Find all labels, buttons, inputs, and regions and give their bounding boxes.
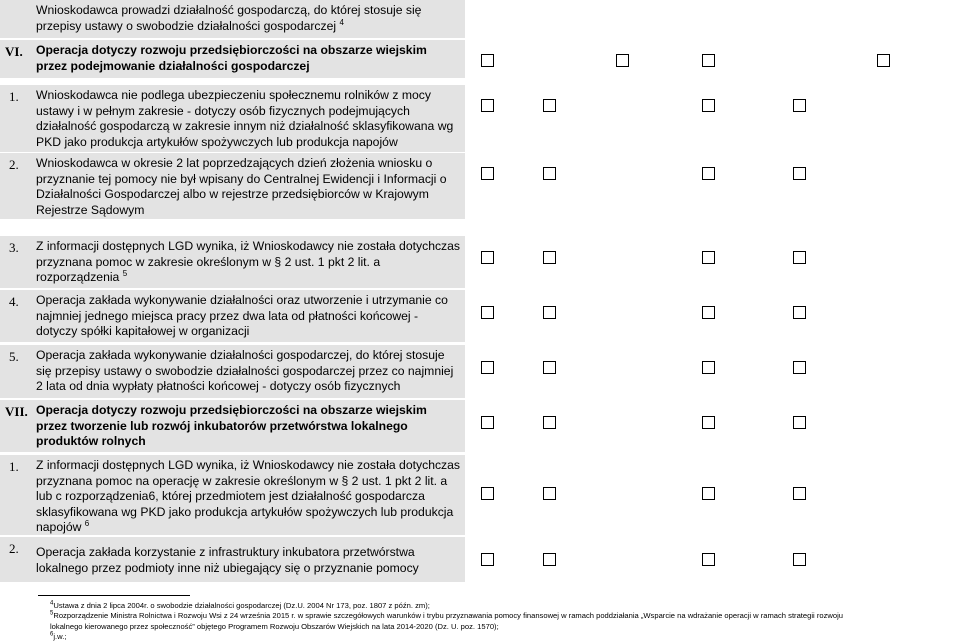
checkbox-uwagi[interactable] [793, 416, 806, 429]
row-number: VII. [0, 400, 30, 452]
checkbox-uwagi[interactable] [793, 306, 806, 319]
checkbox-tak[interactable] [481, 416, 494, 429]
row-description: Z informacji dostępnych LGD wynika, iż Wnioskodawcy nie została dotychczas przyznana pomoc w zakresie określonym w § 2 ust. 1 pkt 2 lit. a rozporządzenia $^5$ [30, 236, 465, 288]
checkbox-nie[interactable] [543, 99, 556, 112]
checkbox-nie[interactable] [616, 54, 629, 67]
checkbox-tak[interactable] [481, 99, 494, 112]
section-title: Operacja dotyczy rozwoju przedsiębiorczości na obszarze wiejskim przez podejmowanie działalności gospodarczej [30, 40, 465, 78]
row-number: 1. [0, 85, 30, 152]
row-description: Wnioskodawca nie podlega ubezpieczeniu społecznemu rolników z mocy ustawy i w pełnym zakresie - dotyczy osób fizycznych podejmujących działalność gospodarczą w zakresie innym niż działalność sklasyfikowana wg PKD jako produkcja artykułów spożywczych lub produkcja napojów [30, 85, 465, 152]
row-number: 4. [0, 290, 30, 342]
checkbox-uwagi[interactable] [793, 99, 806, 112]
checkbox-nd[interactable] [702, 487, 715, 500]
table-row [0, 85, 960, 152]
table-row [0, 400, 960, 452]
row-number [0, 0, 30, 38]
row-number: 2. [0, 153, 30, 219]
checkbox-tak[interactable] [481, 487, 494, 500]
table-row [0, 455, 960, 535]
checkbox-nd[interactable] [702, 251, 715, 264]
table-row [0, 290, 960, 342]
checkbox-nd[interactable] [702, 553, 715, 566]
checkbox-nd[interactable] [702, 306, 715, 319]
checkbox-nie[interactable] [543, 167, 556, 180]
checkbox-uwagi[interactable] [793, 251, 806, 264]
row-description: Operacja zakłada korzystanie z infrastruktury inkubatora przetwórstwa lokalnego przez podmioty inne niż ubiegający się o przyznanie pomocy [30, 537, 465, 582]
row-description: Wnioskodawca w okresie 2 lat poprzedzających dzień złożenia wniosku o przyznanie tej pomocy nie był wpisany do Centralnej Ewidencji i Informacji o Działalności Gospodarczej albo w rejestrze przedsiębiorców w Krajowym Rejestrze Sądowym [30, 153, 465, 219]
footnote: $^4$Ustawa z dnia 2 lipca 2004r. o swobodzie działalności gospodarczej (Dz.U. 2004 Nr 173, poz. 1807 z późn. zm); [50, 600, 430, 610]
table-row [0, 236, 960, 288]
footnote: lokalnego kierowanego przez społeczność” objętego Programem Rozwoju Obszarów Wiejskich na lata 2014-2020 (Dz. U. poz. 1570); [50, 622, 499, 631]
checkbox-nie[interactable] [543, 251, 556, 264]
checkbox-nd[interactable] [702, 361, 715, 374]
checkbox-nd[interactable] [702, 167, 715, 180]
checkbox-tak[interactable] [481, 306, 494, 319]
checkbox-nie[interactable] [543, 416, 556, 429]
row-number: 1. [0, 455, 30, 535]
table-row [0, 537, 960, 582]
row-description: Z informacji dostępnych LGD wynika, iż Wnioskodawcy nie została dotychczas przyznana pomoc na operację w zakresie określonym w § 2 ust. 1 pkt 2 lit. a lub c rozporządzenia6, której przedmiotem jest działalność gospodarcza sklasyfikowana wg PKD jako produkcja artykułów spożywczych lub produkcja napojów $^6$ [30, 455, 465, 535]
row-description: Operacja zakłada wykonywanie działalności gospodarczej, do której stosuje się przepisy ustawy o swobodzie działalności gospodarczej przez co najmniej 2 lata od dnia wypłaty płatności końcowej - dotyczy osób fizycznych [30, 345, 465, 398]
footnote: $^6$j.w.; [50, 631, 67, 641]
section-title: Operacja dotyczy rozwoju przedsiębiorczości na obszarze wiejskim przez tworzenie lub rozwój inkubatorów przetwórstwa lokalnego produktów rolnych [30, 400, 465, 452]
row-description: Wnioskodawca prowadzi działalność gospodarczą, do której stosuje się przepisy ustawy o swobodzie działalności gospodarczej $^4$ [30, 0, 465, 38]
checkbox-tak[interactable] [481, 361, 494, 374]
row-description: Operacja zakłada wykonywanie działalności oraz utworzenie i utrzymanie co najmniej jednego miejsca pracy przez dwa lata od płatności końcowej - dotyczy spółki kapitałowej w organizacji [30, 290, 465, 342]
checkbox-uwagi[interactable] [793, 553, 806, 566]
table-row [0, 40, 960, 78]
checkbox-tak[interactable] [481, 167, 494, 180]
checkbox-nd[interactable] [702, 416, 715, 429]
checkbox-nie[interactable] [543, 487, 556, 500]
table-row [0, 0, 960, 38]
table-row [0, 345, 960, 398]
row-number: 5. [0, 345, 30, 398]
table-row [0, 153, 960, 219]
row-number: 3. [0, 236, 30, 288]
checkbox-nd[interactable] [702, 54, 715, 67]
checkbox-uwagi[interactable] [793, 167, 806, 180]
checkbox-nd[interactable] [702, 99, 715, 112]
checkbox-nie[interactable] [543, 361, 556, 374]
checkbox-uwagi[interactable] [793, 361, 806, 374]
row-number: VI. [0, 40, 30, 78]
checkbox-nie[interactable] [543, 553, 556, 566]
row-number: 2. [0, 537, 30, 582]
footnote: $^5$Rozporządzenie Ministra Rolnictwa i Rozwoju Wsi z 24 września 2015 r. w sprawie szczegółowych warunków i trybu przyznawania pomocy finansowej w ramach poddziałania „Wsparcie na wdrażanie operacji w ramach strategii rozwoju [50, 610, 844, 620]
footnote-separator [38, 595, 190, 596]
checkbox-nie[interactable] [543, 306, 556, 319]
checkbox-uwagi[interactable] [877, 54, 890, 67]
checkbox-uwagi[interactable] [793, 487, 806, 500]
checkbox-tak[interactable] [481, 251, 494, 264]
checkbox-tak[interactable] [481, 54, 494, 67]
checkbox-tak[interactable] [481, 553, 494, 566]
